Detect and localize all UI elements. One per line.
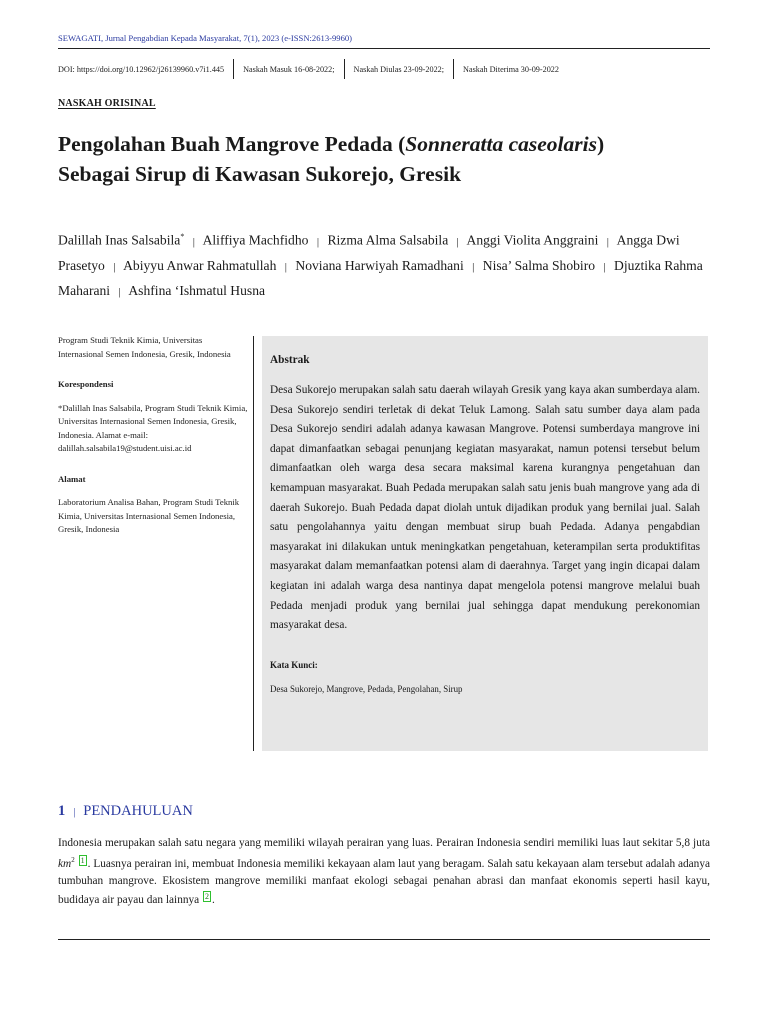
article-type-label: NASKAH ORISINAL	[58, 98, 156, 109]
address-block	[58, 473, 248, 537]
author-name: Rizma Alma Salsabila	[327, 232, 449, 248]
author-name: Ashfina ‘Ishmatul Husna	[128, 282, 266, 298]
citation-link-1[interactable]: 1	[80, 856, 85, 866]
meta-divider	[453, 59, 454, 79]
title-part1: Pengolahan Buah Mangrove Pedada (	[58, 132, 406, 156]
author-separator: |	[606, 235, 609, 248]
citation-link-2[interactable]: 2	[204, 891, 209, 901]
author-name: Nisa’ Salma Shobiro	[482, 257, 596, 273]
title-species: Sonneratta caseolaris	[405, 132, 597, 156]
abstract-heading: Abstrak	[270, 354, 310, 366]
author-separator: |	[603, 260, 606, 273]
author-name: Aliffiya Machfidho	[202, 232, 309, 248]
author-separator: |	[316, 235, 320, 248]
author-name: Angga Dwi Prasetyo	[58, 232, 680, 273]
abstract-box	[262, 336, 708, 751]
correspondence-email[interactable]: dalillah.salsabila19@student.uisi.ac.id	[58, 443, 192, 453]
author-separator: |	[113, 260, 116, 273]
intro-text: Indonesia merupakan salah satu negara yang memiliki wilayah perairan yang luas. Perairan Indonesia sendiri memiliki luas laut sekitar 5,8 juta	[58, 837, 710, 849]
meta-divider	[233, 59, 234, 79]
unit-exponent: 2	[71, 856, 75, 865]
affiliation: Program Studi Teknik Kimia, Universitas Internasional Semen Indonesia, Gresik, Indonesia	[58, 335, 231, 359]
author-separator: |	[284, 260, 287, 273]
keywords: Desa Sukorejo, Mangrove, Pedada, Pengolahan, Sirup	[270, 683, 463, 694]
sidebar-divider	[253, 336, 254, 751]
footer-rule	[58, 939, 710, 940]
introduction-paragraph	[58, 835, 710, 909]
keywords-heading: Kata Kunci:	[270, 659, 318, 670]
section-number: 1	[58, 803, 66, 819]
author-name: Noviana Harwiyah Ramadhani	[295, 257, 464, 273]
address-text: Laboratorium Analisa Bahan, Program Studi Teknik Kimia, Universitas Internasional Semen Indonesia, Gresik, Indonesia	[58, 497, 240, 534]
author-separator: |	[472, 260, 475, 273]
intro-text: . Luasnya perairan ini, membuat Indonesia memiliki kekayaan alam laut yang beragam. Salah satu kekayaan alam tersebut adalah adanya tumbuhan mangrove. Ekosistem mangrove memiliki manfaat ekologi sebagai penahan abrasi dan manfaat ekonomis seperti hasil kayu, budidaya air payau dan lainnya	[58, 858, 710, 906]
author-name: Dalillah Inas Salsabila	[58, 232, 181, 248]
abstract-body: Desa Sukorejo merupakan salah satu daerah wilayah Gresik yang kaya akan sumberdaya alam. Desa Sukorejo sendiri terletak di dekat Teluk Lamong. Salah satu sumber daya alam pada Desa Sukorejo sendiri adalah adanya kawasan Mangrove. Potensi sumberdaya mangrove ini dapat dimanfaatkan sebagai penunjang kegiatan masyarakat, namun potensi tersebut belum dimanfaatkan oleh warga desa secara maksimal karena kurangnya pengetahuan dan kemampuan masyarakat. Buah Pedada merupakan salah satu jenis buah mangrove yang ada di daerah Sukorejo. Buah Pedada dapat diolah untuk dijadikan produk yang bernilai jual. Salah satu pengolahannya yaitu dengan membuat sirup buah Pedada. Adanya pengabdian masyarakat ini dilakukan untuk meningkatkan pengetahuan, keterampilan serta produktifitas masyarakat dalam memanfaatkan potensi alam di daerahnya. Target yang ingin dicapai dalam kegiatan ini adalah warga desa nantinya dapat mengelola potensi mangrove melalui buah Pedada menjadi produk yang bernilai jual sehingga dapat mendukung perekonomian masyarakat desa.	[270, 384, 700, 632]
author-name: Djuztika Rahma Maharani	[58, 257, 703, 298]
intro-text: .	[211, 893, 215, 906]
doi-link[interactable]: DOI: https://doi.org/10.12962/j26139960.v7i1.445	[58, 64, 225, 74]
author-separator: |	[456, 235, 459, 248]
corresponding-author-mark: *	[180, 232, 185, 241]
author-name: Anggi Violita Anggraini	[466, 232, 599, 248]
author-separator: |	[118, 285, 121, 298]
correspondence-heading: Korespondensi	[58, 379, 114, 389]
section-heading-introduction	[58, 803, 193, 820]
correspondence-block	[58, 378, 248, 456]
correspondence-text: *Dalillah Inas Salsabila, Program Studi Teknik Kimia, Universitas Internasional Semen Indonesia, Gresik, Indonesia. Alamat e-mail:	[58, 402, 248, 440]
journal-header: SEWAGATI, Jurnal Pengabdian Kepada Masyarakat, 7(1), 2023 (e-ISSN:2613-9960)	[58, 33, 353, 43]
author-list	[58, 225, 718, 304]
article-meta	[58, 59, 559, 79]
meta-divider	[344, 59, 345, 79]
revised-date: Naskah Diulas 23-09-2022;	[353, 64, 445, 74]
paper-title	[58, 129, 718, 189]
unit-km: km	[58, 858, 72, 871]
address-heading: Alamat	[58, 473, 86, 484]
received-date: Naskah Masuk 16-08-2022;	[243, 64, 335, 74]
title-line2: Sebagai Sirup di Kawasan Sukorejo, Gresik	[58, 162, 462, 186]
author-name: Abiyyu Anwar Rahmatullah	[123, 257, 277, 273]
title-part2: )	[596, 132, 605, 156]
section-separator: |	[73, 807, 76, 818]
author-separator: |	[192, 235, 195, 248]
accepted-date: Naskah Diterima 30-09-2022	[463, 64, 559, 74]
header-rule	[58, 48, 710, 49]
sidebar	[58, 334, 248, 554]
section-title: PENDAHULUAN	[83, 803, 193, 819]
